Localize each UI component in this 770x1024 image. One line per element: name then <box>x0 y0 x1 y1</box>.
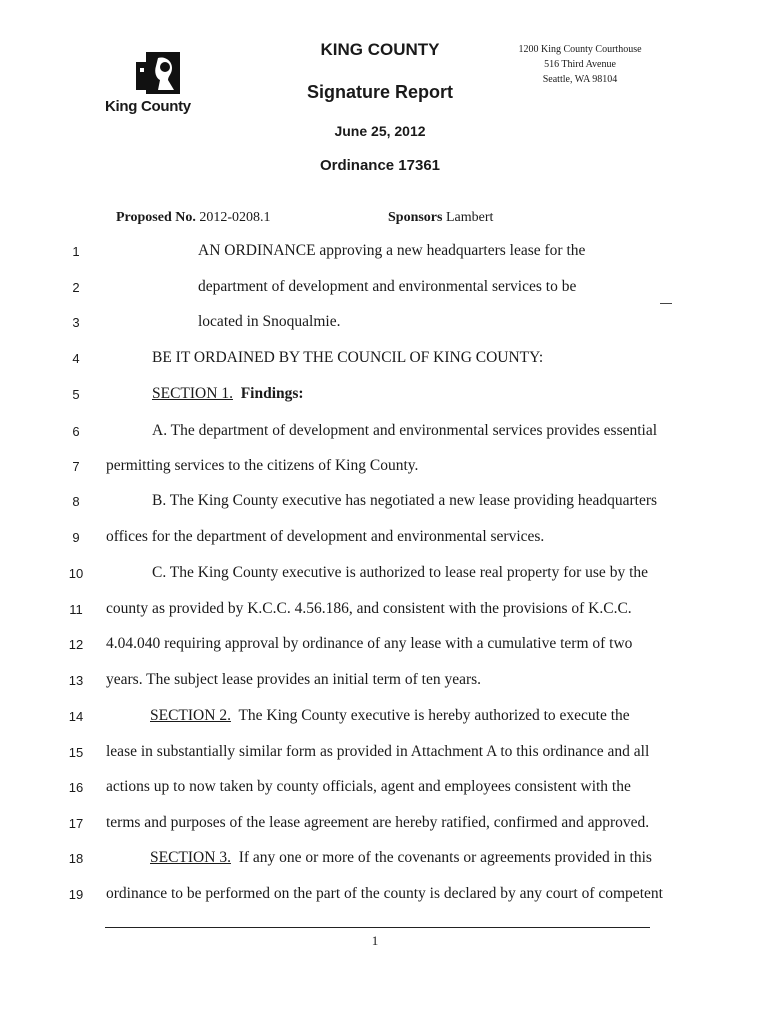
page-number: 1 <box>371 933 379 948</box>
line-text: offices for the department of development and environmental services. <box>106 528 545 545</box>
line-text: AN ORDINANCE approving a new headquarters lease for the <box>198 242 586 259</box>
proposed-label: Proposed No. <box>116 210 196 225</box>
line-text: B. The King County executive has negotiated a new lease providing headquarters <box>152 492 658 509</box>
line-number: 2 <box>72 280 80 295</box>
logo-text: King County <box>105 98 191 115</box>
line-text: The King County executive is hereby authorized to execute the <box>238 707 630 724</box>
king-county-logo <box>134 50 188 98</box>
line-text: county as provided by K.C.C. 4.56.186, and consistent with the provisions of K.C.C. <box>106 600 632 617</box>
section-paragraph <box>150 849 652 867</box>
line-number: 12 <box>68 637 84 652</box>
section-label: SECTION 3. <box>150 849 231 866</box>
line-number: 1 <box>72 244 80 259</box>
address-line: 1200 King County Courthouse <box>518 44 642 55</box>
line-number: 14 <box>68 709 84 724</box>
address-line: 516 Third Avenue <box>544 59 616 70</box>
line-number: 5 <box>72 387 80 402</box>
report-title: Signature Report <box>306 82 453 102</box>
line-number: 4 <box>72 351 80 366</box>
line-text: years. The subject lease provides an initial term of ten years. <box>106 671 482 688</box>
line-number: 3 <box>72 315 80 330</box>
line-number: 8 <box>72 494 80 509</box>
line-text: If any one or more of the covenants or agreements provided in this <box>238 849 652 866</box>
proposed-number <box>116 210 271 226</box>
line-text: A. The department of development and environmental services provides essential <box>152 422 658 439</box>
section-label: SECTION 2. <box>150 707 231 724</box>
line-text: lease in substantially similar form as provided in Attachment A to this ordinance and all <box>106 743 650 760</box>
section-label: SECTION 1. <box>152 385 233 402</box>
sponsors-label: Sponsors <box>388 210 443 225</box>
margin-mark <box>660 303 672 304</box>
line-number: 17 <box>68 816 84 831</box>
line-text: terms and purposes of the lease agreement are hereby ratified, confirmed and approved. <box>106 814 650 831</box>
line-number: 19 <box>68 887 84 902</box>
line-text: BE IT ORDAINED BY THE COUNCIL OF KING COUNTY: <box>152 349 544 366</box>
line-number: 15 <box>68 745 84 760</box>
line-text: ordinance to be performed on the part of the county is declared by any court of competent <box>106 885 663 902</box>
line-text: located in Snoqualmie. <box>198 313 341 330</box>
report-date: June 25, 2012 <box>334 123 426 139</box>
section-heading <box>152 385 304 403</box>
ordinance-number: Ordinance 17361 <box>319 157 441 174</box>
line-number: 10 <box>68 566 84 581</box>
section-title: Findings: <box>240 385 304 402</box>
address-line: Seattle, WA 98104 <box>542 74 618 85</box>
line-text: C. The King County executive is authorized to lease real property for use by the <box>152 564 648 581</box>
line-number: 18 <box>68 851 84 866</box>
section-paragraph <box>150 707 630 725</box>
proposed-value: 2012-0208.1 <box>199 210 271 225</box>
sponsors <box>388 210 493 226</box>
line-text: 4.04.040 requiring approval by ordinance of any lease with a cumulative term of two <box>106 635 633 652</box>
line-text: department of development and environmental services to be <box>198 278 577 295</box>
line-number: 7 <box>72 459 80 474</box>
line-number: 9 <box>72 530 80 545</box>
line-text: actions up to now taken by county officials, agent and employees consistent with the <box>106 778 631 795</box>
sponsors-value: Lambert <box>445 210 494 225</box>
org-name: KING COUNTY <box>320 40 440 59</box>
address-block <box>500 42 660 87</box>
line-number: 13 <box>68 673 84 688</box>
footer-rule <box>105 927 650 928</box>
line-number: 11 <box>69 602 83 617</box>
line-text: permitting services to the citizens of King County. <box>106 457 419 474</box>
line-number: 6 <box>72 424 80 439</box>
line-number: 16 <box>68 780 84 795</box>
king-county-logo-mark-icon <box>134 50 188 98</box>
